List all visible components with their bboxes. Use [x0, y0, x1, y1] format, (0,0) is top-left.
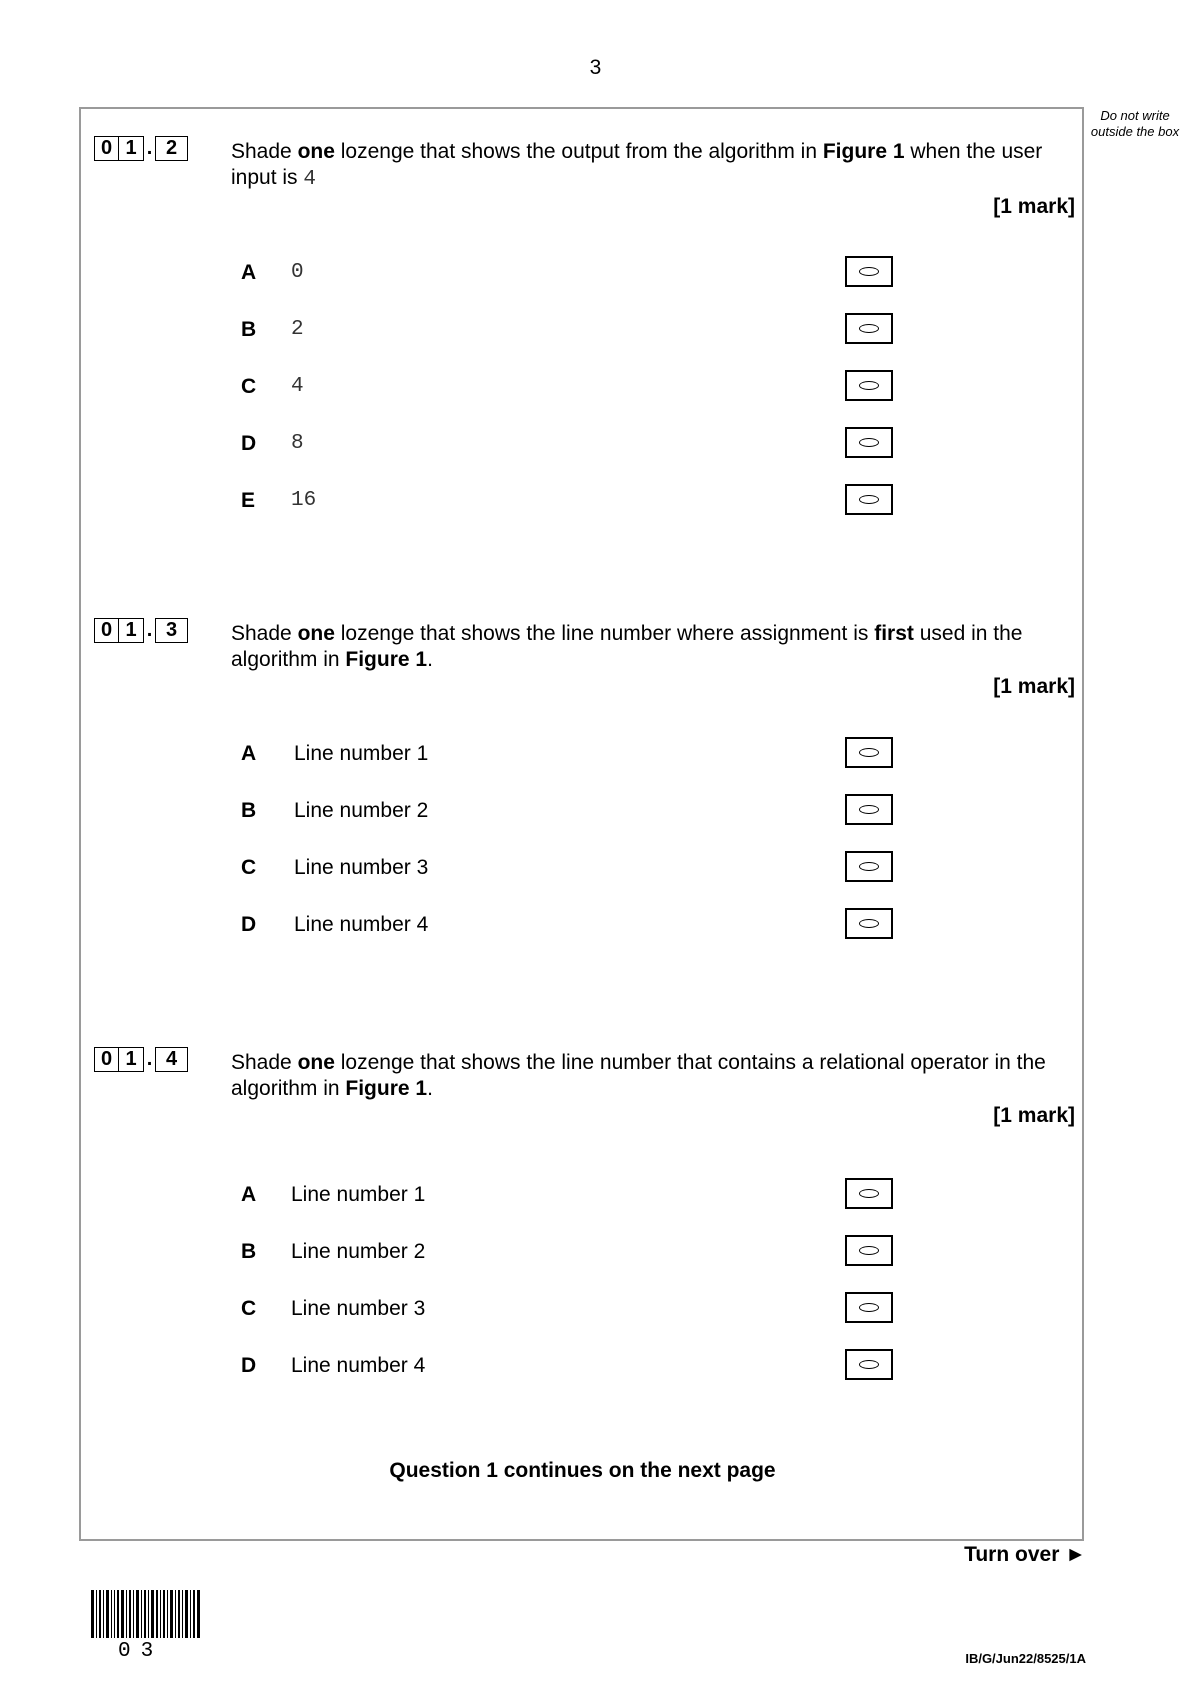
margin-note: Do not write outside the box	[1090, 108, 1180, 139]
turn-over-label: Turn over ►	[964, 1543, 1086, 1566]
option-row	[241, 1235, 901, 1269]
answer-lozenge[interactable]	[845, 370, 893, 401]
option-text: 16	[291, 489, 317, 512]
question-digit: 0	[94, 136, 119, 161]
option-row	[241, 1292, 901, 1326]
option-row	[241, 908, 901, 942]
answer-lozenge[interactable]	[845, 1178, 893, 1209]
answer-lozenge[interactable]	[845, 737, 893, 768]
question-digit: 0	[94, 618, 119, 643]
question-part: 4	[155, 1047, 188, 1072]
answer-lozenge[interactable]	[845, 427, 893, 458]
option-row	[241, 256, 901, 290]
answer-lozenge[interactable]	[845, 1292, 893, 1323]
option-letter: B	[241, 799, 257, 822]
option-text: Line number 3	[291, 1297, 426, 1320]
question-digit: 1	[119, 618, 144, 643]
option-row	[241, 851, 901, 885]
marks-label: [1 mark]	[993, 675, 1075, 698]
option-row	[241, 313, 901, 347]
answer-lozenge[interactable]	[845, 313, 893, 344]
answer-lozenge[interactable]	[845, 1349, 893, 1380]
question-number-01-2: 0 1 . 2	[94, 136, 188, 161]
question-number-01-3: 0 1 . 3	[94, 618, 188, 643]
lozenge-icon	[859, 324, 879, 333]
question-text-01-4: Shade one lozenge that shows the line number that contains a relational operator in the algorithm in Figure 1.	[231, 1051, 1046, 1100]
option-row	[241, 484, 901, 518]
option-letter: D	[241, 913, 257, 936]
option-text: 8	[291, 432, 304, 455]
marks-label: [1 mark]	[993, 195, 1075, 218]
option-text: Line number 1	[291, 1183, 426, 1206]
lozenge-icon	[859, 1360, 879, 1369]
option-row	[241, 370, 901, 404]
option-letter: C	[241, 1297, 257, 1320]
marks-label: [1 mark]	[993, 1104, 1075, 1127]
lozenge-icon	[859, 267, 879, 276]
lozenge-icon	[859, 381, 879, 390]
lozenge-icon	[859, 438, 879, 447]
option-row	[241, 1178, 901, 1212]
option-text: Line number 3	[294, 856, 429, 879]
question-digit: 1	[119, 1047, 144, 1072]
lozenge-icon	[859, 1246, 879, 1255]
option-row	[241, 427, 901, 461]
option-letter: C	[241, 375, 257, 398]
option-text: 4	[291, 375, 304, 398]
option-letter: D	[241, 432, 257, 455]
option-row	[241, 737, 901, 771]
continues-note: Question 1 continues on the next page	[389, 1459, 776, 1482]
lozenge-icon	[859, 748, 879, 757]
option-text: Line number 2	[291, 1240, 426, 1263]
option-row	[241, 794, 901, 828]
option-text: 2	[291, 318, 304, 341]
answer-lozenge[interactable]	[845, 851, 893, 882]
barcode-number: 03	[118, 1640, 164, 1663]
option-letter: B	[241, 1240, 257, 1263]
option-text: 0	[291, 261, 304, 284]
lozenge-icon	[859, 862, 879, 871]
answer-lozenge[interactable]	[845, 1235, 893, 1266]
paper-reference-code: IB/G/Jun22/8525/1A	[965, 1651, 1086, 1666]
question-part: 3	[155, 618, 188, 643]
question-digit: 1	[119, 136, 144, 161]
answer-lozenge[interactable]	[845, 794, 893, 825]
option-text: Line number 4	[291, 1354, 426, 1377]
lozenge-icon	[859, 495, 879, 504]
question-number-01-4: 0 1 . 4	[94, 1047, 188, 1072]
option-text: Line number 4	[294, 913, 429, 936]
question-text-01-2: Shade one lozenge that shows the output from the algorithm in Figure 1 when the user input is 4	[231, 140, 1043, 191]
question-digit: 0	[94, 1047, 119, 1072]
lozenge-icon	[859, 919, 879, 928]
option-letter: E	[241, 489, 256, 512]
page-number: 3	[589, 56, 602, 79]
option-letter: D	[241, 1354, 257, 1377]
question-text-01-3: Shade one lozenge that shows the line number where assignment is first used in the algorithm in Figure 1.	[231, 622, 1023, 671]
option-letter: A	[241, 261, 257, 284]
lozenge-icon	[859, 1189, 879, 1198]
option-letter: A	[241, 1183, 257, 1206]
answer-lozenge[interactable]	[845, 484, 893, 515]
barcode-image	[91, 1590, 201, 1645]
lozenge-icon	[859, 1303, 879, 1312]
option-text: Line number 1	[294, 742, 429, 765]
option-letter: C	[241, 856, 257, 879]
question-part: 2	[155, 136, 188, 161]
answer-lozenge[interactable]	[845, 256, 893, 287]
lozenge-icon	[859, 805, 879, 814]
answer-lozenge[interactable]	[845, 908, 893, 939]
option-text: Line number 2	[294, 799, 429, 822]
option-letter: B	[241, 318, 257, 341]
option-letter: A	[241, 742, 257, 765]
option-row	[241, 1349, 901, 1383]
